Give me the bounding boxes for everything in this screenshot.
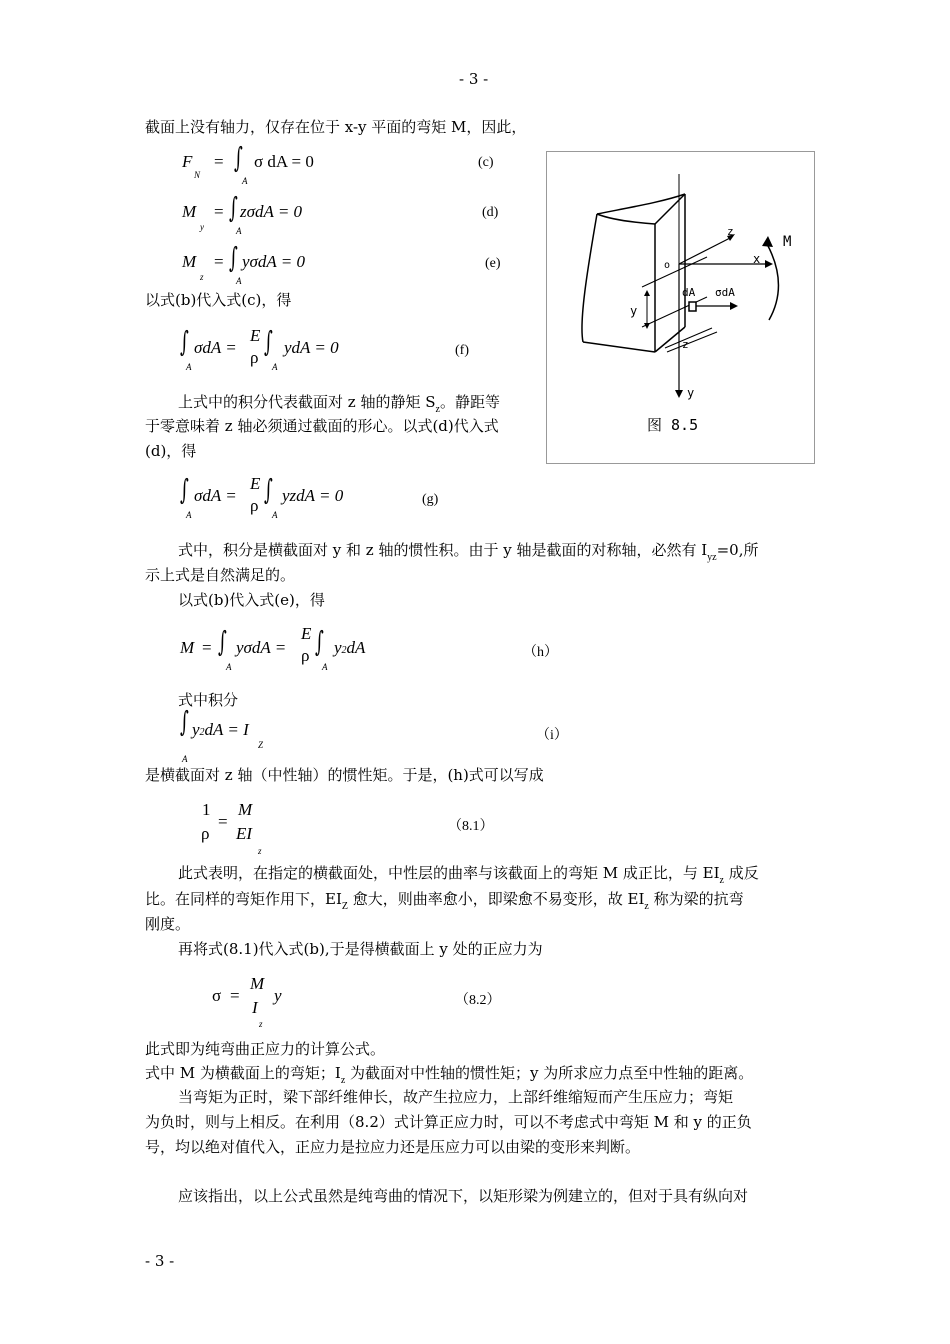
integral-limit: A	[236, 276, 242, 286]
paragraph: 号，均以绝对值代入，正应力是拉应力还是压应力可以由梁的变形来判断。	[145, 1138, 641, 1156]
eq-sign: =	[214, 202, 224, 221]
eq-lhs: M	[182, 202, 197, 221]
eq-tag-c: (c)	[478, 155, 494, 170]
term: dA	[346, 638, 366, 657]
subscript: yz	[707, 552, 717, 563]
eq-tag-f: (f)	[455, 343, 469, 358]
eq-lhs: M	[182, 252, 197, 271]
eq-body	[192, 720, 249, 740]
fraction-numerator: M	[250, 974, 265, 993]
text-run: 愈大，则曲率愈小，即梁愈不易变形，故 EI	[348, 890, 645, 908]
eq-tag-8-1: （8.1）	[448, 819, 494, 834]
eq-right: yzdA = 0	[282, 486, 344, 505]
fraction-numerator: 1	[202, 800, 211, 819]
integral-limit: A	[236, 226, 242, 236]
eq-left: σdA =	[194, 486, 237, 505]
fraction-numerator: M	[238, 800, 253, 819]
paragraph	[178, 393, 500, 415]
paragraph: 以式(b)代入式(e)，得	[178, 591, 325, 609]
eq-left: σdA =	[194, 338, 237, 357]
eq-tag-e: (e)	[485, 256, 501, 271]
text-run: 。静距等	[439, 393, 500, 411]
paragraph: 刚度。	[145, 915, 191, 933]
term: dA = I	[204, 720, 249, 739]
fraction-denominator: ρ	[301, 646, 310, 665]
footer-page-number: - 3 -	[145, 1252, 175, 1270]
eq-lhs-sub: N	[194, 170, 201, 180]
eq-sub: z	[259, 1019, 263, 1029]
eq-mid: yσdA =	[236, 638, 287, 657]
text-run: 式中，积分是横截面对 y 和 z 轴的惯性积。由于 y 轴是截面的对称轴，必然有 I	[178, 541, 708, 559]
paragraph: 是横截面对 z 轴（中性轴）的惯性矩。于是，(h)式可以写成	[145, 766, 544, 784]
fraction-numerator: E	[301, 624, 312, 643]
term: y	[334, 638, 342, 657]
text-run: 上式中的积分代表截面对 z 轴的静矩 S	[178, 393, 436, 411]
eq-sub: Z	[258, 740, 264, 750]
subscript: z	[719, 875, 724, 886]
paragraph: 截面上没有轴力，仅存在位于 x-y 平面的弯矩 M，因此，	[145, 118, 527, 136]
paragraph: 为负时，则与上相反。在利用（8.2）式计算正应力时，可以不考虑式中弯矩 M 和 y 的正负	[145, 1113, 752, 1131]
integral-limit: A	[272, 362, 278, 372]
integral-sign: ∫	[180, 705, 189, 738]
paragraph: 于零意味着 z 轴必须通过截面的形心。以式(d)代入式	[145, 417, 499, 435]
axis-label-z-lower: z	[682, 338, 689, 351]
paragraph: 此式即为纯弯曲正应力的计算公式。	[145, 1040, 386, 1058]
eq-sign: =	[218, 812, 228, 831]
eq-lhs: F	[182, 152, 193, 171]
eq-tag-h: （h）	[523, 645, 558, 660]
paragraph	[145, 890, 744, 912]
eq-lhs: M	[180, 638, 195, 657]
eq-tag-i: （i）	[536, 728, 568, 743]
eq-sign: =	[214, 252, 224, 271]
origin-label: o	[664, 260, 671, 271]
exponent: 2	[341, 645, 347, 656]
eq-body: σ dA = 0	[254, 152, 314, 171]
paragraph	[178, 541, 759, 563]
exponent: 2	[199, 727, 205, 738]
paragraph: 示上式是自然满足的。	[145, 566, 296, 584]
integral-sign: ∫	[264, 473, 273, 506]
subscript: z	[644, 901, 649, 912]
integral-limit: A	[242, 176, 248, 186]
eq-lhs-sub: y	[200, 222, 204, 232]
integral-sign: ∫	[264, 325, 273, 358]
figure-caption: 图 8.5	[647, 416, 699, 434]
term: y	[192, 720, 200, 739]
eq-body: yσdA = 0	[242, 252, 305, 271]
stress-label: σdA	[715, 286, 735, 299]
integral-limit: A	[182, 754, 188, 764]
eq-lhs-sub: z	[200, 272, 204, 282]
eq-body: zσdA = 0	[240, 202, 303, 221]
text-run: =0,所	[716, 541, 759, 559]
element-label: dA	[682, 286, 696, 299]
paragraph: 当弯矩为正时，梁下部纤维伸长，故产生拉应力，上部纤维缩短而产生压应力；弯矩	[178, 1088, 734, 1106]
eq-right	[334, 638, 365, 658]
eq-lhs: σ	[212, 986, 222, 1005]
text-run: 此式表明，在指定的横截面处，中性层的曲率与该截面上的弯矩 M 成正比，与 EI	[178, 864, 720, 882]
text-run: 式中 M 为横截面上的弯矩；I	[145, 1064, 341, 1082]
paragraph: 以式(b)代入式(c)，得	[145, 291, 292, 309]
subscript: z	[340, 1075, 346, 1086]
fraction-denominator: I	[252, 998, 258, 1017]
paragraph: 再将式(8.1)代入式(b),于是得横截面上 y 处的正应力为	[178, 940, 543, 958]
header-page-number: - 3 -	[459, 70, 489, 88]
subscript: Z	[341, 901, 348, 912]
paragraph: 式中积分	[178, 691, 239, 709]
integral-limit: A	[226, 662, 232, 672]
eq-right: ydA = 0	[284, 338, 339, 357]
paragraph	[178, 864, 759, 886]
integral-sign: ∫	[234, 141, 243, 174]
dimension-label-y: y	[630, 304, 638, 318]
fraction-denominator: ρ	[250, 496, 259, 515]
moment-label: M	[783, 234, 792, 250]
figure-8-5	[546, 151, 815, 464]
fraction-numerator: E	[250, 474, 261, 493]
integral-sign: ∫	[218, 625, 227, 658]
integral-sign: ∫	[229, 191, 238, 224]
eq-tag-d: (d)	[482, 205, 499, 220]
eq-sign: =	[214, 152, 224, 171]
eq-sign: =	[202, 638, 212, 657]
integral-sign: ∫	[229, 241, 238, 274]
fraction-numerator: E	[250, 326, 261, 345]
text-run: 为截面对中性轴的惯性矩；y 为所求应力点至中性轴的距离。	[345, 1064, 754, 1082]
eq-tail: y	[274, 986, 282, 1005]
axis-label-y: y	[687, 386, 695, 400]
eq-sign: =	[230, 986, 240, 1005]
subscript: z	[435, 404, 440, 415]
text-run: 比。在同样的弯矩作用下，EI	[145, 890, 342, 908]
text-run: 称为梁的抗弯	[648, 890, 744, 908]
integral-limit: A	[322, 662, 328, 672]
axis-label-x: x	[753, 252, 761, 266]
eq-tag-g: (g)	[422, 492, 439, 507]
text-run: 成反	[724, 864, 759, 882]
integral-limit: A	[186, 510, 192, 520]
integral-limit: A	[186, 362, 192, 372]
paragraph: (d)，得	[145, 442, 197, 460]
fraction-denominator: ρ	[250, 348, 259, 367]
paragraph	[145, 1064, 754, 1086]
fraction-denominator: EI	[236, 824, 253, 843]
integral-sign: ∫	[180, 325, 189, 358]
integral-sign: ∫	[180, 473, 189, 506]
eq-tag-8-2: （8.2）	[455, 993, 501, 1008]
axis-label-z: z	[727, 225, 734, 238]
integral-sign: ∫	[315, 625, 324, 658]
paragraph: 应该指出，以上公式虽然是纯弯曲的情况下，以矩形梁为例建立的，但对于具有纵向对	[178, 1187, 749, 1205]
integral-limit: A	[272, 510, 278, 520]
eq-sub: z	[258, 846, 262, 856]
fraction-denominator: ρ	[201, 824, 210, 843]
